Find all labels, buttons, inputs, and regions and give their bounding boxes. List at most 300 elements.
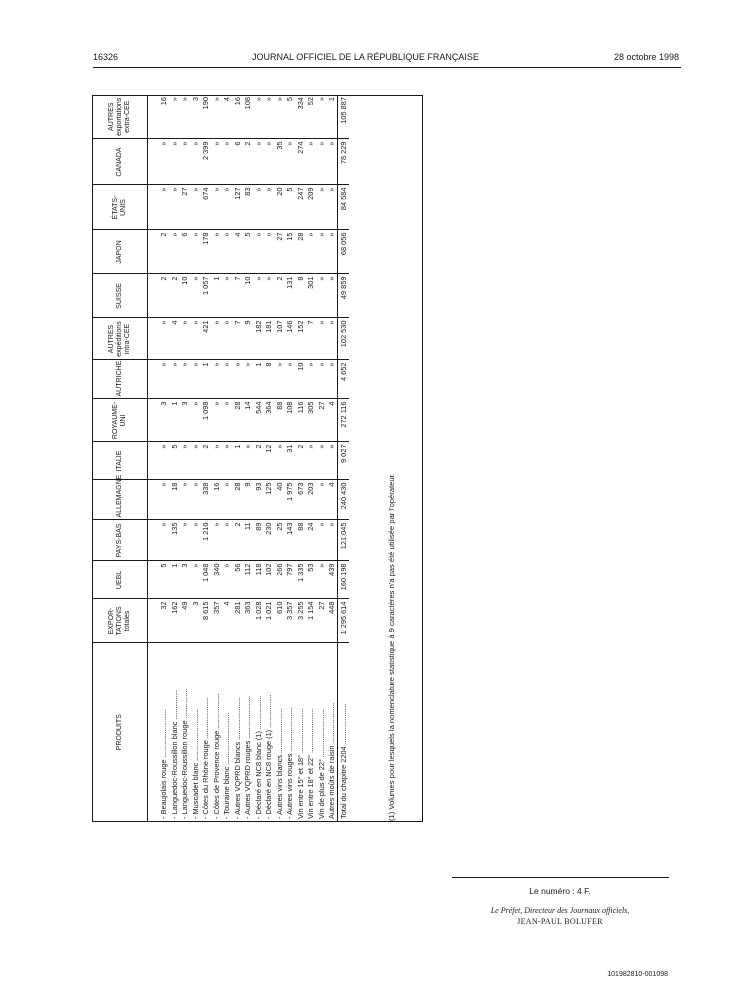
table-cell: 56 [232,561,243,599]
table-cell: » [316,480,327,520]
table-cell: » [169,139,180,185]
table-cell: 1 098 [201,399,212,442]
table-cell: 6 [232,139,243,185]
leader-dots: .................. [264,694,274,730]
column-header: UEBL [92,561,148,599]
table-cell: 40 [274,480,285,520]
table-cell: » [159,139,170,185]
table-cell: » [169,360,180,399]
table-row [211,95,222,821]
table-row [295,95,306,821]
table-cell: 7 [232,318,243,360]
rotated-table-container [92,95,422,821]
table-cell: » [264,185,275,230]
product-name: - Autres VQPRD rouges [243,740,253,819]
table-cell: » [222,480,233,520]
product-label [264,643,275,821]
table-cell: 182 [253,318,264,360]
table-cell: 1 057 [201,274,212,318]
table-cell: 8 [295,274,306,318]
table-cell: » [222,399,233,442]
table-cell: 84 584 [338,185,349,230]
table-cell: 240 430 [338,480,349,520]
table-cell: 20 [274,185,285,230]
table-cell: 118 [253,561,264,599]
product-label [201,643,212,821]
table-cell: 181 [264,318,275,360]
table-cell: 3 [190,95,201,139]
signature-rule [452,877,669,878]
spacer-cell [148,318,159,360]
table-row [169,95,180,821]
table-cell: 5 [159,561,170,599]
table-cell: 247 [295,185,306,230]
spacer-cell [148,360,159,399]
table-row [159,95,170,821]
column-header: EXPOR-TATIONS totales [92,599,148,643]
table-cell: 9 027 [338,442,349,480]
table-cell: 10 [243,274,254,318]
table-cell: » [211,139,222,185]
table-cell: 102 [264,561,275,599]
table-cell: » [327,230,338,274]
table-cell: 6 [180,230,191,274]
table-cell: » [264,274,275,318]
spacer-cell [148,442,159,480]
table-header-row [92,95,148,821]
table-cell: 1 [169,561,180,599]
table-cell: 544 [253,399,264,442]
table-row [253,95,264,821]
table-cell: 135 [169,520,180,561]
table-cell: 301 [306,274,317,318]
table-cell: 35 [274,139,285,185]
spacer-cell [148,185,159,230]
table-cell: » [180,520,191,561]
spacer-cell [148,274,159,318]
product-label [169,643,180,821]
leader-dots: ...................... [338,703,348,747]
table-cell: » [180,139,191,185]
table-cell: » [211,360,222,399]
product-label [211,643,222,821]
table-cell: » [190,360,201,399]
product-label [243,643,254,821]
table-cell: 2 [274,274,285,318]
table-row [232,95,243,821]
table-cell: 8 [264,360,275,399]
spacer-cell [148,480,159,520]
table-cell: 266 [274,561,285,599]
table-cell: 673 [295,480,306,520]
table-cell: 230 [264,520,275,561]
table-cell: » [222,520,233,561]
table-cell: 2 [159,230,170,274]
table-cell: » [222,442,233,480]
table-cell: 1 [327,95,338,139]
table-cell: » [169,95,180,139]
table-cell: » [253,274,264,318]
product-name: - Muscadet blanc [190,762,200,819]
table-cell: 25 [274,520,285,561]
table-cell: 8 615 [201,599,212,643]
table-cell: 1 021 [264,599,275,643]
document-reference: 101982810-001098 [607,971,668,978]
column-header: SUISSE [92,274,148,318]
column-header: AUTRES expéditions intra-CEE [92,318,148,360]
table-cell: 15 [285,230,296,274]
table-cell: 52 [306,95,317,139]
table-row [190,95,201,821]
table-cell: » [159,318,170,360]
table-row [316,95,327,821]
table-cell: 1 [211,274,222,318]
leader-dots: ................ [169,690,179,722]
table-cell: » [190,561,201,599]
table-cell: » [169,230,180,274]
table-cell: 105 887 [338,95,349,139]
journal-title: JOURNAL OFFICIEL DE LA RÉPUBLIQUE FRANÇAISE [252,52,479,62]
table-cell: 2 [243,139,254,185]
table-cell: » [274,360,285,399]
column-header: JAPON [92,230,148,274]
table-cell: » [327,360,338,399]
table-cell: » [306,139,317,185]
table-cell: 3 [159,399,170,442]
leader-dots: ................ [180,688,190,721]
table-cell: 16 [211,480,222,520]
table-cell: 4 [222,95,233,139]
column-header: ROYAUME-UNI [92,399,148,442]
table-cell: » [306,442,317,480]
table-cell: 448 [327,599,338,643]
table-cell: 108 [243,95,254,139]
table-cell: 1 210 [201,520,212,561]
table-cell: » [159,480,170,520]
table-cell: 274 [295,139,306,185]
table-cell: 102 530 [338,318,349,360]
table-cell: » [222,185,233,230]
product-name: - Languedoc-Roussillon blanc [169,721,179,819]
table-cell: » [316,561,327,599]
table-cell: 27 [316,399,327,442]
product-name: - Touraine blanc [222,766,232,819]
table-cell: » [190,318,201,360]
table-cell: » [159,520,170,561]
table-cell: 5 [285,185,296,230]
table-cell: 5 [285,95,296,139]
spacer-cell [148,520,159,561]
table-cell: 27 [274,230,285,274]
table-row [222,95,233,821]
leader-dots: ...................... [327,702,337,746]
table-cell: 363 [243,599,254,643]
table-cell: 27 [180,185,191,230]
product-name: - Autres vins rouges [285,753,295,819]
leader-dots: ........................ [295,708,305,755]
page-number: 16326 [93,52,119,62]
table-body [148,95,349,821]
table-cell: 88 [274,399,285,442]
product-label [253,643,264,821]
table-cell: 14 [243,399,254,442]
table-cell: 5 [169,442,180,480]
table-cell: 4 [327,399,338,442]
table-cell: 2 [159,274,170,318]
table-cell: 10 [180,274,191,318]
table-cell: » [222,274,233,318]
table-cell: 674 [201,185,212,230]
table-cell: 88 [295,520,306,561]
table-cell: » [274,442,285,480]
table-cell: 78 229 [338,139,349,185]
table-cell: 89 [253,520,264,561]
table-right-border [422,95,423,822]
column-header: ITALIE [92,442,148,480]
signatory-name: JEAN-PAUL BOLUFER [517,917,603,926]
table-cell: 16 [159,95,170,139]
table-cell: 16 [232,95,243,139]
table-cell: 131 [285,274,296,318]
table-cell: » [180,442,191,480]
table-cell: » [253,230,264,274]
table-cell: » [316,520,327,561]
table-cell: » [243,360,254,399]
table-cell: » [316,318,327,360]
table-cell: 3 255 [295,599,306,643]
table-cell: » [180,360,191,399]
table-cell: 9 [243,318,254,360]
table-cell: 2 399 [201,139,212,185]
table-cell: 4 [232,230,243,274]
column-header: AUTRICHE [92,360,148,399]
table-cell: » [190,185,201,230]
table-cell: 1 [253,360,264,399]
table-cell: 162 [169,599,180,643]
table-cell: » [180,95,191,139]
leader-dots: ............................ [190,708,200,763]
table-cell: » [190,139,201,185]
table-cell: 334 [295,95,306,139]
product-name: Autres moûts de raisin [327,745,337,819]
table-cell: » [316,185,327,230]
leader-dots: ............................ [222,712,232,767]
table-cell: 2 [169,274,180,318]
table-cell: » [306,360,317,399]
product-name: - Beaujolais rouge [159,759,169,819]
table-cell: 4 [222,599,233,643]
table-cell: » [169,185,180,230]
spacer-cell [148,561,159,599]
table-cell: 12 [264,442,275,480]
table-cell: 1 335 [295,561,306,599]
table-cell: » [327,442,338,480]
table-cell: » [222,230,233,274]
table-cell: 49 [180,599,191,643]
table-cell: 3 [180,561,191,599]
leader-dots: ....................... [243,696,253,741]
table-cell: » [211,230,222,274]
table-cell: » [316,230,327,274]
table-cell: 28 [295,230,306,274]
table-cell: » [222,360,233,399]
table-cell: » [190,520,201,561]
table-cell: » [306,230,317,274]
product-label [327,643,338,821]
product-label [338,643,349,821]
table-cell: 83 [243,185,254,230]
table-cell: » [159,442,170,480]
table-cell: » [316,442,327,480]
table-cell: 7 [306,318,317,360]
product-name: Vin entre 15° et 18° [295,754,305,819]
table-cell: » [327,520,338,561]
table-cell: 209 [306,185,317,230]
table-cell: 11 [243,520,254,561]
table-cell: 146 [285,318,296,360]
product-label [232,643,243,821]
table-cell: 125 [264,480,275,520]
table-cell: 160 198 [338,561,349,599]
table-cell: 3 357 [285,599,296,643]
table-cell: 281 [232,599,243,643]
product-name: Vin de plus de 22° [316,759,326,819]
table-cell: 7 [232,274,243,318]
table-cell: » [316,274,327,318]
table-cell: » [190,399,201,442]
table-cell: » [190,442,201,480]
table-cell: 107 [274,318,285,360]
table-cell: 2 [232,520,243,561]
table-cell: 1 048 [201,561,212,599]
spacer-cell [148,95,159,139]
table-cell: 178 [201,230,212,274]
table-cell: » [316,360,327,399]
table-cell: 357 [211,599,222,643]
table-cell: 364 [264,399,275,442]
table-cell: 9 [243,480,254,520]
table-cell: » [211,185,222,230]
table-cell: 4 652 [338,360,349,399]
product-name: - Languedoc-Roussillon rouge [180,720,190,819]
table-cell: » [253,95,264,139]
table-cell: » [316,139,327,185]
leader-dots: ........................ [306,708,316,755]
table-cell: 1 154 [306,599,317,643]
product-name: - Déclaré en NC8 rouge (1) [264,729,274,819]
table-cell: 4 [169,318,180,360]
table-cell: 10 [295,360,306,399]
leader-dots: ........................ [285,707,295,754]
table-cell: 1 975 [285,480,296,520]
table-cell: 203 [306,480,317,520]
table-cell: 610 [274,599,285,643]
product-label [222,643,233,821]
product-label [316,643,327,821]
table-cell: 305 [306,399,317,442]
table-cell: » [190,480,201,520]
header-rule [93,67,681,68]
total-row [338,95,349,821]
product-name: Total du chapitre 2204 [338,746,348,819]
table-row [327,95,338,821]
table-cell: » [243,442,254,480]
table-bottom-border [92,821,423,822]
column-header: ÉTATS-UNIS [92,185,148,230]
table-cell: » [180,480,191,520]
leader-dots: ................... [211,693,221,731]
product-label [274,643,285,821]
leader-dots: .......................... [159,709,169,760]
table-cell: 32 [159,599,170,643]
table-cell: 439 [327,561,338,599]
table-cell: 3 [190,599,201,643]
table-cell: » [180,318,191,360]
table-cell: 272 116 [338,399,349,442]
column-header: PAYS-BAS [92,520,148,561]
spacer-cell [148,230,159,274]
table-cell: » [316,95,327,139]
table-cell: 1 [232,442,243,480]
leader-dots: ....................... [232,697,242,742]
table-cell: 152 [295,318,306,360]
table-row [306,95,317,821]
table-cell: 27 [316,599,327,643]
table-cell: 5 [243,230,254,274]
table-cell: » [190,274,201,318]
table-cell: 68 056 [338,230,349,274]
publication-date: 28 octobre 1998 [613,52,679,62]
table-cell: 93 [253,480,264,520]
column-header: ALLEMAGNE [92,480,148,520]
table-cell: » [327,274,338,318]
table-cell: » [264,95,275,139]
table-cell: 116 [295,399,306,442]
spacer-row [148,95,159,821]
product-name: - Côtes de Provence rouge [211,730,221,819]
spacer-cell [148,643,159,821]
table-cell: » [285,360,296,399]
column-header: PRODUITS [92,643,148,821]
product-name: - Autres vins blancs [274,754,284,819]
table-cell: 338 [201,480,212,520]
table-row [274,95,285,821]
table-cell: 4 [327,480,338,520]
table-row [180,95,191,821]
spacer-cell [148,139,159,185]
product-label [190,643,201,821]
leader-dots: .................. [253,695,263,732]
product-name: Vin entre 18° et 22° [306,754,316,819]
table-cell: 1 [169,399,180,442]
leader-dots: ........................ [274,708,284,755]
column-header: AUTRES exportations extra-CEE [92,95,148,139]
table-footnote: (1) Volumes pour lesquels la nomenclature statistique à 9 caractères n'a pas été utilisée par l'opérateur. [387,473,396,821]
table-cell: 143 [285,520,296,561]
product-label [295,643,306,821]
table-cell: » [222,139,233,185]
table-cell: » [232,360,243,399]
product-label [159,643,170,821]
product-name: - Déclaré en NC8 blanc (1) [253,731,263,819]
table-cell: » [253,185,264,230]
table-cell: 24 [306,520,317,561]
table-cell: » [211,318,222,360]
table-cell: 28 [232,480,243,520]
product-name: - Côtes du Rhône rouge [201,740,211,819]
spacer-cell [148,399,159,442]
table-cell: » [222,318,233,360]
